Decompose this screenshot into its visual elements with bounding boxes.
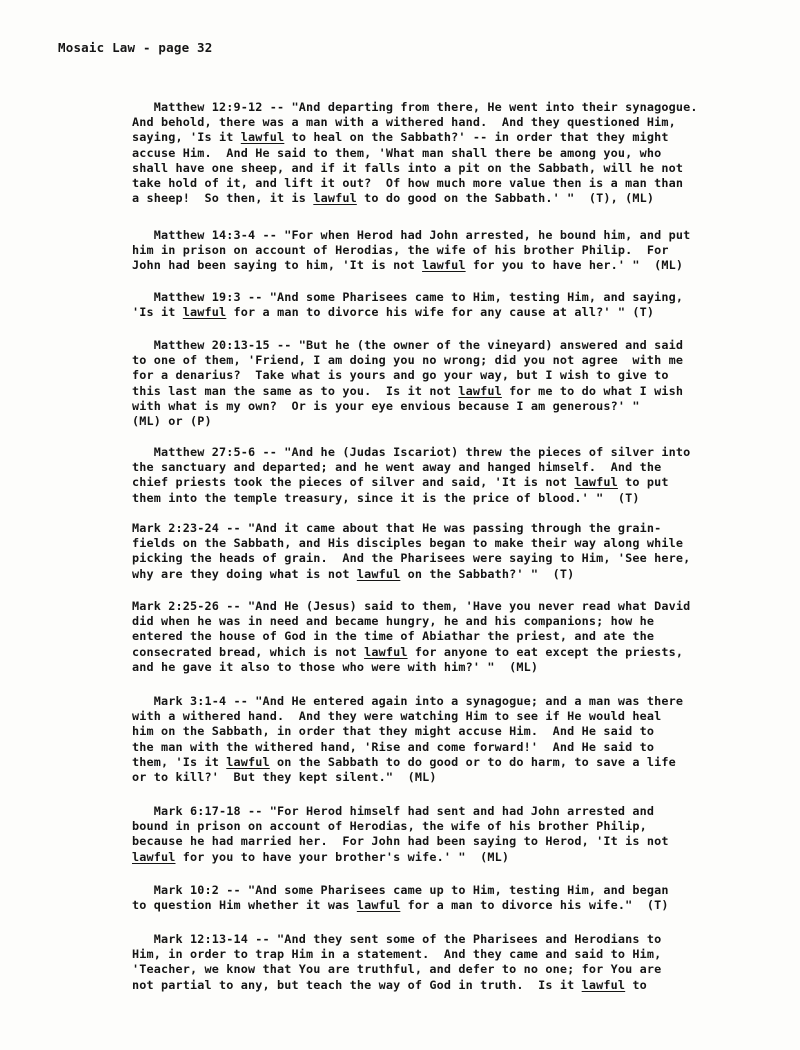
text-segment: for you to have her.' " (ML) <box>465 258 684 273</box>
text-line <box>132 755 772 770</box>
text-line <box>132 414 772 429</box>
page-header: Mosaic Law - page 32 <box>58 40 213 55</box>
text-segment: not partial to any, but teach the way of God in truth. Is it <box>132 977 582 992</box>
text-line <box>132 962 772 977</box>
scripture-entry <box>132 290 772 320</box>
text-line <box>132 338 772 353</box>
text-segment: to question Him whether it was <box>132 898 357 913</box>
text-line <box>132 191 772 206</box>
text-line <box>132 368 772 383</box>
text-segment: did when he was in need and became hungry, he and his companions; how he <box>132 614 655 629</box>
text-segment: to <box>625 977 647 992</box>
underlined-term: lawful <box>240 130 285 145</box>
text-line <box>132 883 772 898</box>
text-line <box>132 536 772 551</box>
text-segment: (ML) or (P) <box>132 413 212 428</box>
text-segment: Mark 10:2 -- "And some Pharisees came up to Him, testing Him, and began <box>132 883 669 897</box>
text-segment: Mark 6:17-18 -- "For Herod himself had sent and had John arrested and <box>132 804 655 818</box>
text-segment: the sanctuary and departed; and he went away and hanged himself. And the <box>132 460 662 475</box>
text-line <box>132 460 772 475</box>
text-line <box>132 645 772 660</box>
scripture-entry <box>132 883 772 913</box>
text-segment: Mark 2:25-26 -- "And He (Jesus) said to them, 'Have you never read what David <box>132 599 691 613</box>
text-line <box>132 709 772 724</box>
text-segment: saying, 'Is it <box>132 130 241 145</box>
text-line <box>132 100 772 115</box>
text-segment: why are they doing what is not <box>132 566 357 581</box>
text-segment: to do good on the Sabbath.' " (T), (ML) <box>356 191 655 206</box>
text-segment: on the Sabbath?' " (T) <box>400 566 575 581</box>
text-segment: Mark 12:13-14 -- "And they sent some of the Pharisees and Herodians to <box>132 932 662 946</box>
text-segment: to heal on the Sabbath?' -- in order that they might <box>284 130 669 145</box>
text-segment: with what is my own? Or is your eye envious because I am generous?' " <box>132 398 640 413</box>
text-segment: the man with the withered hand, 'Rise and come forward!' And He said to <box>132 739 655 754</box>
text-segment: shall have one sheep, and if it falls into a pit on the Sabbath, will he not <box>132 160 684 175</box>
text-line <box>132 740 772 755</box>
text-segment: accuse Him. And He said to them, 'What man shall there be among you, who <box>132 145 662 160</box>
text-line <box>132 804 772 819</box>
text-segment: Matthew 19:3 -- "And some Pharisees came to Him, testing Him, and saying, <box>132 290 684 304</box>
text-line <box>132 243 772 258</box>
underlined-term: lawful <box>364 644 408 659</box>
text-line <box>132 694 772 709</box>
text-line <box>132 551 772 566</box>
text-segment: John had been saying to him, 'It is not <box>132 258 423 273</box>
text-line <box>132 521 772 536</box>
text-segment: him in prison on account of Herodias, the wife of his brother Philip. For <box>132 243 669 258</box>
text-line <box>132 353 772 368</box>
text-segment: picking the heads of grain. And the Pharisees were saying to Him, 'See here, <box>132 551 691 566</box>
text-line <box>132 176 772 191</box>
text-line <box>132 290 772 305</box>
text-line <box>132 770 772 785</box>
text-line <box>132 724 772 739</box>
text-line <box>132 850 772 865</box>
text-line <box>132 445 772 460</box>
text-segment: or to kill?' But they kept silent." (ML) <box>132 769 437 784</box>
text-segment: Matthew 20:13-15 -- "But he (the owner of the vineyard) answered and said <box>132 338 684 352</box>
text-segment: a sheep! So then, it is <box>132 191 314 206</box>
text-segment: Matthew 27:5-6 -- "And he (Judas Iscariot) threw the pieces of silver into <box>132 445 691 459</box>
underlined-term: lawful <box>132 849 176 864</box>
text-segment: consecrated bread, which is not <box>132 644 365 659</box>
text-segment: And behold, there was a man with a withered hand. And they questioned Him, <box>132 115 676 130</box>
scripture-entry <box>132 100 772 206</box>
text-segment: because he had married her. For John had been saying to Herod, 'It is not <box>132 834 669 849</box>
text-line <box>132 305 772 320</box>
text-line <box>132 384 772 399</box>
text-line <box>132 115 772 130</box>
text-line <box>132 130 772 145</box>
scripture-entry <box>132 445 772 506</box>
text-segment: this last man the same as to you. Is it not <box>132 383 459 398</box>
text-segment: on the Sabbath to do good or to do harm, to save a life <box>269 754 676 769</box>
underlined-term: lawful <box>226 754 270 769</box>
text-segment: 'Teacher, we know that You are truthful, and defer to no one; for You are <box>132 962 662 977</box>
scripture-entry <box>132 338 772 429</box>
text-line <box>132 399 772 414</box>
text-line <box>132 491 772 506</box>
underlined-term: lawful <box>182 305 227 320</box>
text-line <box>132 567 772 582</box>
text-segment: Him, in order to trap Him in a statement. And they came and said to Him, <box>132 947 662 962</box>
text-line <box>132 660 772 675</box>
underlined-term: lawful <box>356 566 401 581</box>
text-segment: to put <box>617 475 669 490</box>
text-line <box>132 599 772 614</box>
scripture-entry <box>132 694 772 785</box>
text-segment: to one of them, 'Friend, I am doing you no wrong; did you not agree with me <box>132 353 684 368</box>
text-segment: chief priests took the pieces of silver and said, 'It is not <box>132 475 575 490</box>
text-segment: entered the house of God in the time of Abiathar the priest, and ate the <box>132 629 655 644</box>
text-segment: for a man to divorce his wife." (T) <box>400 898 669 913</box>
underlined-term: lawful <box>422 258 466 273</box>
text-segment: for anyone to eat except the priests, <box>407 644 684 659</box>
scripture-entry <box>132 228 772 274</box>
text-line <box>132 978 772 993</box>
text-line <box>132 629 772 644</box>
text-segment: bound in prison on account of Herodias, the wife of his brother Philip, <box>132 819 647 834</box>
text-segment: and he gave it also to those who were with him?' " (ML) <box>132 659 539 674</box>
text-segment: him on the Sabbath, in order that they might accuse Him. And He said to <box>132 724 655 739</box>
text-segment: for a man to divorce his wife for any cause at all?' " (T) <box>226 305 655 320</box>
text-segment: take hold of it, and lift it out? Of how much more value then is a man than <box>132 175 684 190</box>
text-segment: for you to have your brother's wife.' " (ML) <box>175 849 510 864</box>
text-line <box>132 475 772 490</box>
underlined-term: lawful <box>313 191 357 206</box>
text-segment: Mark 2:23-24 -- "And it came about that He was passing through the grain- <box>132 521 662 535</box>
text-line <box>132 819 772 834</box>
scripture-entry <box>132 804 772 865</box>
text-segment: them, 'Is it <box>132 754 227 769</box>
text-line <box>132 161 772 176</box>
text-line <box>132 932 772 947</box>
scripture-entry <box>132 599 772 675</box>
text-line <box>132 258 772 273</box>
text-segment: Matthew 12:9-12 -- "And departing from there, He went into their synagogue. <box>132 100 698 114</box>
text-line <box>132 834 772 849</box>
scripture-entry <box>132 521 772 582</box>
text-line <box>132 614 772 629</box>
text-segment: Matthew 14:3-4 -- "For when Herod had John arrested, he bound him, and put <box>132 228 691 242</box>
underlined-term: lawful <box>458 383 502 398</box>
text-segment: fields on the Sabbath, and His disciples began to make their way along while <box>132 536 684 551</box>
text-line <box>132 228 772 243</box>
underlined-term: lawful <box>581 977 626 992</box>
text-segment: for me to do what I wish <box>501 383 684 398</box>
text-segment: Mark 3:1-4 -- "And He entered again into a synagogue; and a man was there <box>132 694 684 708</box>
text-segment: with a withered hand. And they were watching Him to see if He would heal <box>132 709 662 724</box>
text-segment: them into the temple treasury, since it is the price of blood.' " (T) <box>132 490 640 505</box>
text-segment: 'Is it <box>132 305 183 320</box>
underlined-term: lawful <box>574 475 618 490</box>
text-line <box>132 898 772 913</box>
underlined-term: lawful <box>356 898 401 913</box>
text-segment: for a denarius? Take what is yours and go your way, but I wish to give to <box>132 368 669 383</box>
text-line <box>132 947 772 962</box>
text-line <box>132 146 772 161</box>
scripture-entry <box>132 932 772 993</box>
